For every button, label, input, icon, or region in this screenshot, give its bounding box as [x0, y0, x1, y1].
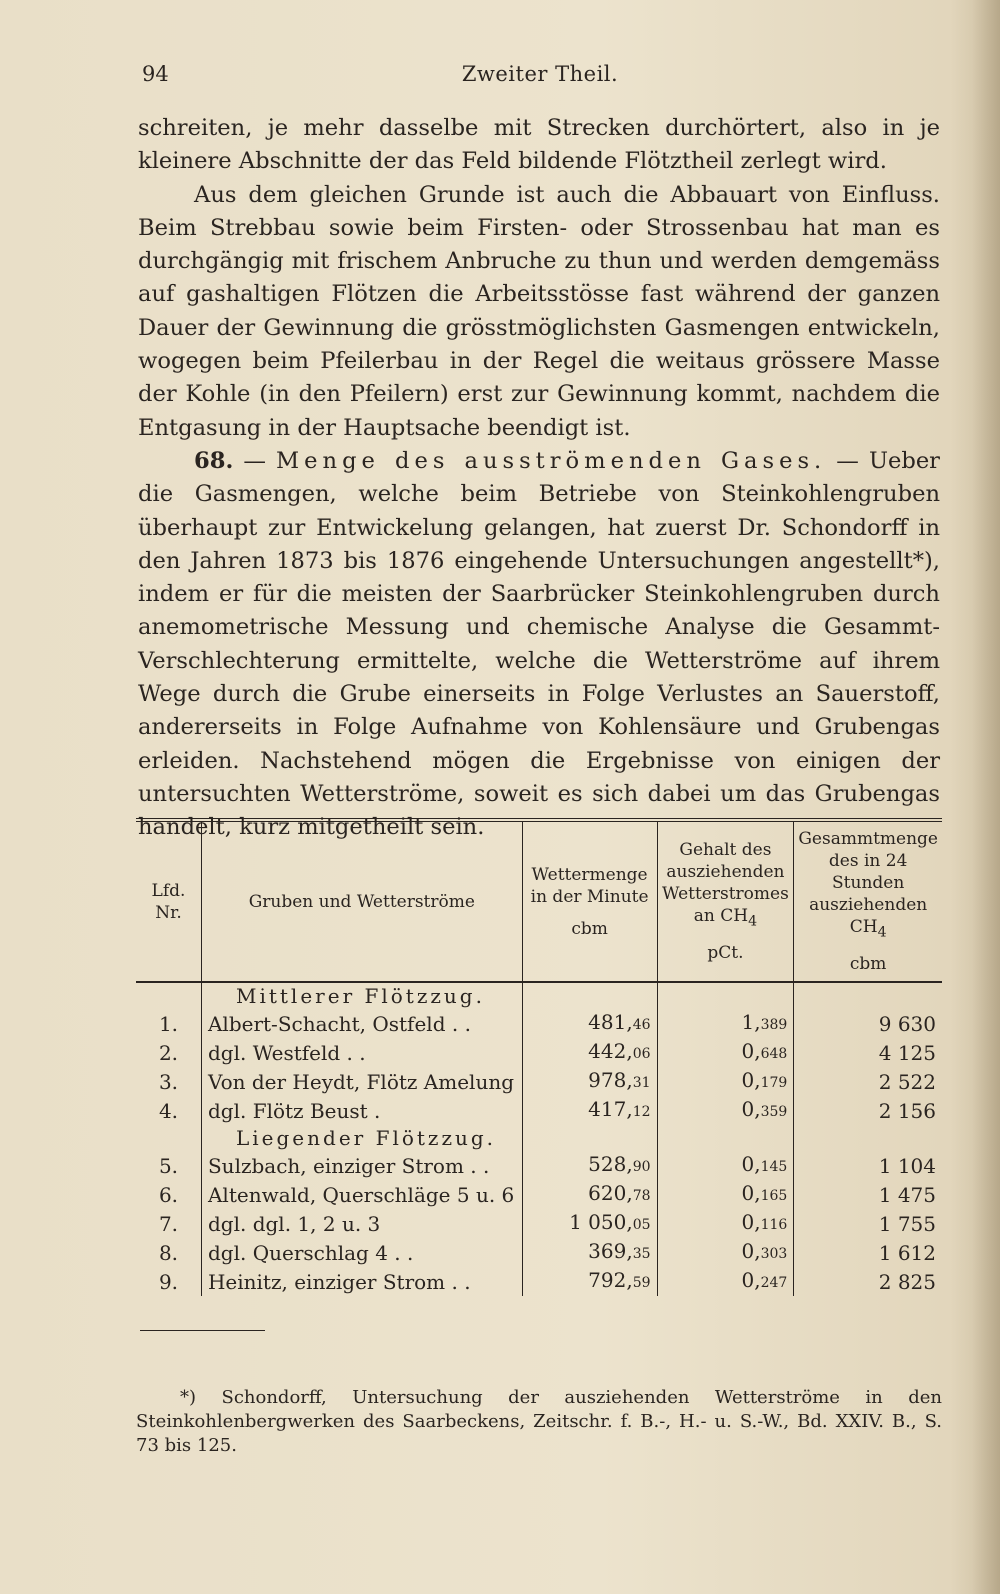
footnote: *) Schondorff, Untersuchung der ausziehenden Wetterströme in den Steinkohlenbergwerken des Saarbeckens, Zeitschr. f. B.-, H.- u. S.-W., Bd. XXIV. B., S. 73 bis 125.: [136, 1387, 942, 1456]
table-row: [136, 1096, 942, 1125]
wettermenge-decimal: 12: [632, 1104, 651, 1121]
wettermenge-integer: 528,: [588, 1152, 633, 1177]
header-gehalt-unit: pCt.: [707, 943, 744, 964]
header-name: Gruben und Wetterströme: [201, 820, 522, 982]
row-wettermenge: [522, 1009, 657, 1038]
gehalt-decimal: 165: [760, 1188, 788, 1205]
group-empty-cell: [522, 982, 657, 1009]
section-dash-1: —: [233, 447, 277, 474]
wettermenge-integer: 1 050,: [569, 1210, 633, 1235]
table-row: [136, 1009, 942, 1038]
row-gesammtmenge: 9 630: [794, 1009, 942, 1038]
wettermenge-decimal: 46: [632, 1017, 651, 1034]
row-wettermenge: [522, 1038, 657, 1067]
gehalt-decimal: 303: [760, 1246, 788, 1263]
gehalt-integer: 0,: [741, 1210, 761, 1235]
row-number: 6.: [158, 1182, 179, 1207]
running-header: [140, 62, 940, 92]
row-number: 4.: [158, 1098, 179, 1123]
row-name: dgl. Flötz Beust .: [201, 1096, 522, 1125]
row-gehalt: [657, 1151, 794, 1180]
section-68-paragraph: [138, 445, 940, 845]
group-nr-cell: [136, 1125, 201, 1151]
row-number: 3.: [158, 1069, 179, 1094]
header-wettermenge-unit: cbm: [571, 918, 608, 939]
row-gesammtmenge: 1 755: [794, 1209, 942, 1238]
header-gehalt-subscript: 4: [748, 913, 758, 930]
row-name: Von der Heydt, Flötz Amelung: [201, 1067, 522, 1096]
gehalt-decimal: 247: [760, 1275, 788, 1292]
wettermenge-decimal: 90: [632, 1159, 651, 1176]
wettermenge-integer: 792,: [588, 1268, 633, 1293]
row-gehalt: [657, 1180, 794, 1209]
row-number: 8.: [158, 1240, 179, 1265]
row-wettermenge: [522, 1096, 657, 1125]
group-empty-cell: [657, 982, 794, 1009]
row-gehalt: [657, 1038, 794, 1067]
group-title: Liegender Flötzzug.: [201, 1125, 522, 1151]
section-text: Ueber die Gasmengen, welche beim Betriebe von Steinkohlengruben überhaupt zur Entwickelung gelangen, hat zuerst Dr. Schondorff in den Jahren 1873 bis 1876 eingehende Untersuchungen angestellt*), indem er für die meisten der Saarbrücker Steinkohlengruben durch anemometrische Messung und chemische Analyse die Gesammt-Verschlechterung ermittelte, welche die Wetterströme auf ihrem Wege durch die Grube einerseits in Folge Verlustes an Sauerstoff, andererseits in Folge Aufnahme von Kohlensäure und Grubengas erleiden. Nachstehend mögen die Ergebnisse von einigen der untersuchten Wetterströme, soweit es sich dabei um das Grubengas handelt, kurz mitgetheilt sein.: [138, 447, 940, 841]
table-row: [136, 1180, 942, 1209]
wettermenge-decimal: 31: [632, 1075, 651, 1092]
gehalt-integer: 0,: [741, 1239, 761, 1264]
gehalt-integer: 0,: [741, 1152, 761, 1177]
section-title: Menge des ausströmenden Gases.: [276, 447, 827, 474]
paragraph-abbauart: Aus dem gleichen Grunde ist auch die Abbauart von Einfluss. Beim Strebbau sowie beim Firsten- oder Strossenbau hat man es durchgängig mit frischem Anbruche zu thun und werden demgemäss auf gashaltigen Flötzen die Arbeitsstösse fast während der ganzen Dauer der Gewinnung die grösstmöglichsten Gasmengen entwickeln, wogegen beim Pfeilerbau in der Regel die weitaus grössere Masse der Kohle (in den Pfeilern) erst zur Gewinnung kommt, nachdem die Entgasung in der Hauptsache beendigt ist.: [138, 181, 940, 441]
table-row: [136, 1267, 942, 1296]
table-row: [136, 1238, 942, 1267]
running-title: Zweiter Theil.: [461, 62, 619, 86]
row-name: Altenwald, Querschläge 5 u. 6: [201, 1180, 522, 1209]
wettermenge-decimal: 06: [632, 1046, 651, 1063]
wettermenge-decimal: 78: [632, 1188, 651, 1205]
row-gesammtmenge: 2 522: [794, 1067, 942, 1096]
table-row: [136, 1151, 942, 1180]
table-row: [136, 1209, 942, 1238]
row-gesammtmenge: 2 156: [794, 1096, 942, 1125]
row-gesammtmenge: 4 125: [794, 1038, 942, 1067]
header-wettermenge: [522, 820, 657, 982]
group-empty-cell: [794, 1125, 942, 1151]
wettermenge-integer: 442,: [588, 1039, 633, 1064]
row-number: 7.: [158, 1211, 179, 1236]
header-nr: Lfd. Nr.: [136, 820, 201, 982]
row-name: dgl. Querschlag 4 . .: [201, 1238, 522, 1267]
group-title: Mittlerer Flötzzug.: [201, 982, 522, 1009]
row-gehalt: [657, 1009, 794, 1038]
row-gesammtmenge: 1 475: [794, 1180, 942, 1209]
row-number: 2.: [158, 1040, 179, 1065]
gehalt-decimal: 145: [760, 1159, 788, 1176]
group-empty-cell: [657, 1125, 794, 1151]
wettermenge-decimal: 05: [632, 1217, 651, 1234]
table-header-row: [136, 820, 942, 982]
row-number: 5.: [158, 1153, 179, 1178]
gehalt-integer: 0,: [741, 1039, 761, 1064]
row-wettermenge: [522, 1067, 657, 1096]
row-name: Albert-Schacht, Ostfeld . .: [201, 1009, 522, 1038]
row-name: Heinitz, einziger Strom . .: [201, 1267, 522, 1296]
wettermenge-integer: 620,: [588, 1181, 633, 1206]
row-number: 1.: [158, 1011, 179, 1036]
gehalt-decimal: 359: [760, 1104, 788, 1121]
table-row: [136, 1067, 942, 1096]
row-wettermenge: [522, 1238, 657, 1267]
header-gesammtmenge: [794, 820, 942, 982]
row-number: 9.: [158, 1269, 179, 1294]
row-name: Sulzbach, einziger Strom . .: [201, 1151, 522, 1180]
row-gesammtmenge: 1 104: [794, 1151, 942, 1180]
wettermenge-integer: 481,: [588, 1010, 633, 1035]
page-spine-shadow: [972, 0, 1000, 1594]
page-number: 94: [142, 62, 169, 86]
header-gesammtmenge-label: Gesammtmenge des in 24 Stunden ausziehenden CH: [798, 829, 938, 937]
row-wettermenge: [522, 1267, 657, 1296]
gehalt-integer: 0,: [741, 1181, 761, 1206]
gehalt-integer: 0,: [741, 1268, 761, 1293]
row-gehalt: [657, 1238, 794, 1267]
page-text: [138, 112, 940, 845]
table-body: [136, 982, 942, 1296]
row-gehalt: [657, 1096, 794, 1125]
group-nr-cell: [136, 982, 201, 1009]
row-gesammtmenge: 1 612: [794, 1238, 942, 1267]
row-wettermenge: [522, 1151, 657, 1180]
table-group-row: [136, 982, 942, 1009]
gas-table: [136, 818, 942, 1296]
row-gehalt: [657, 1267, 794, 1296]
footnote-rule: [140, 1330, 265, 1331]
row-wettermenge: [522, 1180, 657, 1209]
header-wettermenge-label: Wettermenge in der Minute: [530, 864, 649, 907]
header-gesammtmenge-unit: cbm: [849, 954, 887, 975]
header-gehalt: [657, 820, 794, 982]
row-wettermenge: [522, 1209, 657, 1238]
wettermenge-integer: 417,: [588, 1097, 633, 1122]
gehalt-decimal: 116: [760, 1217, 788, 1234]
group-empty-cell: [794, 982, 942, 1009]
row-name: dgl. Westfeld . .: [201, 1038, 522, 1067]
header-gehalt-label: Gehalt des ausziehenden Wetterstromes an CH: [662, 840, 789, 926]
gehalt-decimal: 389: [760, 1017, 788, 1034]
table-row: [136, 1038, 942, 1067]
wettermenge-decimal: 59: [632, 1275, 651, 1292]
wettermenge-integer: 978,: [588, 1068, 633, 1093]
row-gehalt: [657, 1209, 794, 1238]
section-dash-2: —: [826, 447, 869, 474]
gehalt-integer: 0,: [741, 1068, 761, 1093]
gehalt-decimal: 648: [760, 1046, 788, 1063]
header-gesammtmenge-subscript: 4: [877, 924, 887, 941]
paragraph-continued: schreiten, je mehr dasselbe mit Strecken durchörtert, also in je kleinere Abschnitte der das Feld bildende Flötztheil zerlegt wird.: [138, 115, 940, 175]
row-gehalt: [657, 1067, 794, 1096]
gehalt-integer: 1,: [741, 1010, 761, 1035]
gehalt-integer: 0,: [741, 1097, 761, 1122]
row-gesammtmenge: 2 825: [794, 1267, 942, 1296]
row-name: dgl. dgl. 1, 2 u. 3: [201, 1209, 522, 1238]
wettermenge-decimal: 35: [632, 1246, 651, 1263]
group-empty-cell: [522, 1125, 657, 1151]
table-group-row: [136, 1125, 942, 1151]
wettermenge-integer: 369,: [588, 1239, 633, 1264]
gehalt-decimal: 179: [760, 1075, 788, 1092]
section-number: 68.: [194, 447, 234, 474]
